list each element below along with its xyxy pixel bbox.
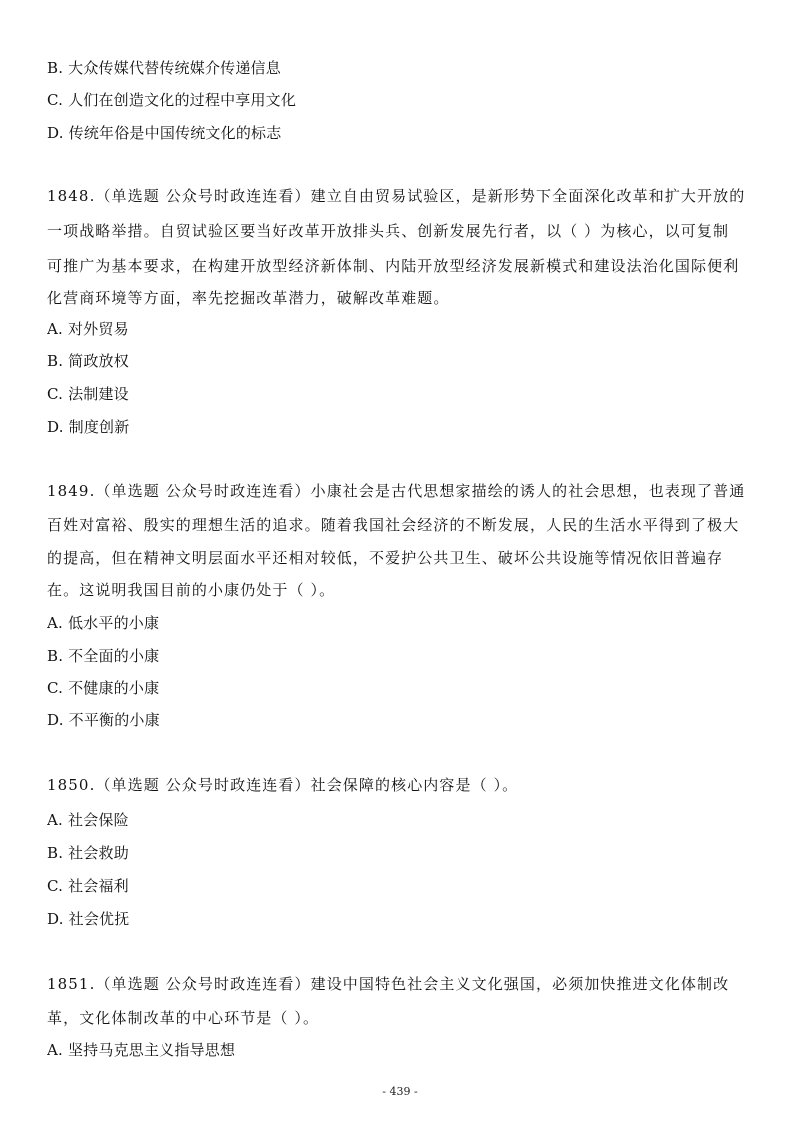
question-1849-option-d: D. 不平衡的小康: [47, 711, 160, 729]
question-1848-text: 1848.（单选题 公众号时政连连看）建立自由贸易试验区，是新形势下全面深化改革和扩大开放的: [47, 187, 746, 205]
question-1848-option-a: A. 对外贸易: [47, 320, 129, 338]
question-1849-text: 在。这说明我国目前的小康仍处于（ ）。: [47, 581, 336, 599]
option-line: C. 人们在创造文化的过程中享用文化: [47, 91, 297, 109]
question-1851-text: 革，文化体制改革的中心环节是（ ）。: [47, 1009, 320, 1027]
question-1849-text: 百姓对富裕、殷实的理想生活的追求。随着我国社会经济的不断发展，人民的生活水平得到了极大: [47, 516, 740, 534]
question-1850-option-b: B. 社会救助: [47, 844, 129, 862]
question-1851-text: 1851.（单选题 公众号时政连连看）建设中国特色社会主义文化强国，必须加快推进文化体制改: [47, 975, 730, 993]
question-1848-option-c: C. 法制建设: [47, 385, 129, 403]
question-1849-option-c: C. 不健康的小康: [47, 679, 160, 697]
question-1848-option-d: D. 制度创新: [47, 418, 130, 436]
question-1850-option-d: D. 社会优抚: [47, 910, 130, 928]
question-1848-text: 可推广为基本要求，在构建开放型经济新体制、内陆开放型经济发展新模式和建设法治化国际便利: [47, 257, 740, 275]
question-1850-option-a: A. 社会保险: [47, 811, 129, 829]
question-1849-option-b: B. 不全面的小康: [47, 647, 160, 665]
question-1850-text: 1850.（单选题 公众号时政连连看）社会保障的核心内容是（ ）。: [47, 776, 519, 794]
question-1850-option-c: C. 社会福利: [47, 877, 129, 895]
question-1848-text: 一项战略举措。自贸试验区要当好改革开放排头兵、创新发展先行者，以（ ）为核心，以可复制: [47, 222, 730, 240]
question-1849-text: 的提高，但在精神文明层面水平还相对较低，不爱护公共卫生、破坏公共设施等情况依旧普遍存: [47, 549, 724, 567]
question-1851-option-a: A. 坚持马克思主义指导思想: [47, 1041, 236, 1059]
question-1848-option-b: B. 简政放权: [47, 352, 129, 370]
question-1848-text: 化营商环境等方面，率先挖掘改革潜力，破解改革难题。: [47, 289, 450, 307]
option-line: B. 大众传媒代替传统媒介传递信息: [47, 59, 281, 77]
question-1849-option-a: A. 低水平的小康: [47, 614, 160, 632]
page-number: - 439 -: [382, 1085, 418, 1098]
question-1849-text: 1849.（单选题 公众号时政连连看）小康社会是古代思想家描绘的诱人的社会思想，也表现了普通: [47, 482, 746, 500]
option-line: D. 传统年俗是中国传统文化的标志: [47, 124, 282, 142]
